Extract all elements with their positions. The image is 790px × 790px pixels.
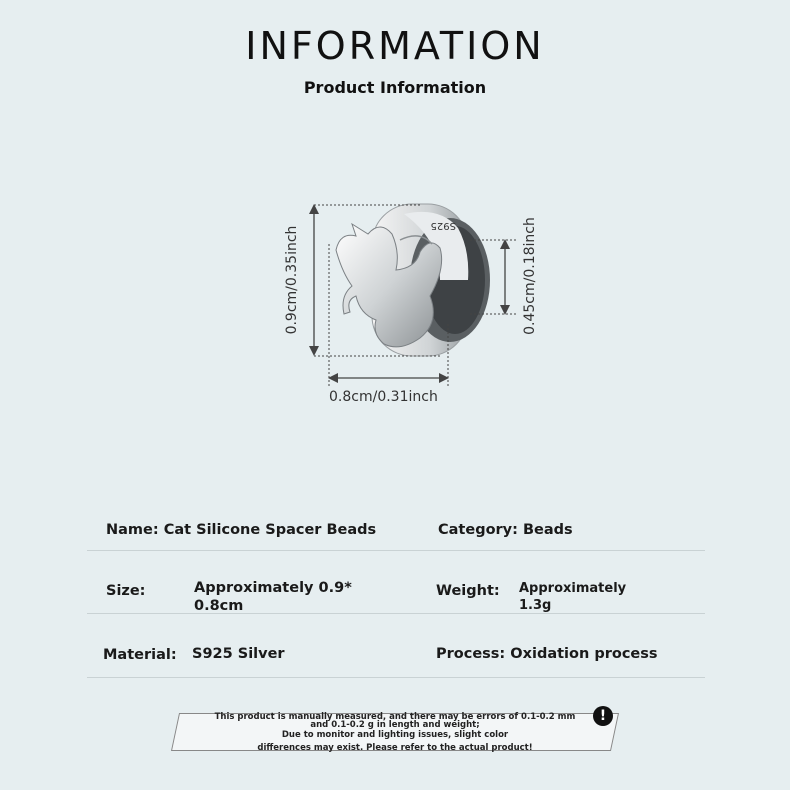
notice-line-4: differences may exist. Please refer to the actual product! <box>257 743 533 753</box>
notice-line-3: Due to monitor and lighting issues, slight color <box>281 730 509 740</box>
spec-row-material <box>87 614 705 678</box>
notice-line-2: and 0.1-0.2 g in length and weight; <box>310 720 480 730</box>
category-label: Category: <box>438 522 518 538</box>
spec-row-size <box>87 551 705 614</box>
height-label: 0.9cm/0.35inch <box>284 225 300 335</box>
page-title: INFORMATION <box>245 24 545 68</box>
material-value: S925 Silver <box>192 646 285 662</box>
width-label: 0.8cm/0.31inch <box>329 389 438 405</box>
name-value: Cat Silicone Spacer Beads <box>163 522 377 538</box>
process-label: Process: <box>436 646 506 662</box>
hole-label: 0.45cm/0.18inch <box>522 217 538 335</box>
process-value: Oxidation process <box>510 646 658 662</box>
weight-value-line1: Approximately <box>519 581 627 596</box>
notice-text <box>195 711 595 754</box>
weight-value-line2: 1.3g <box>519 598 552 613</box>
bead-image <box>336 204 490 356</box>
page-subtitle: Product Information <box>303 78 487 97</box>
spec-row-name <box>87 510 705 551</box>
category-value: Beads <box>523 522 573 538</box>
notice-line-1: This product is manually measured, and there may be errors of 0.1-0.2 mm <box>214 712 576 722</box>
size-label: Size: <box>106 583 146 599</box>
exclamation-icon: ! <box>593 706 613 726</box>
stamp-mark: S925 <box>430 220 456 231</box>
size-value-line1: Approximately 0.9* <box>194 580 352 596</box>
size-value-line2: 0.8cm <box>194 598 244 614</box>
weight-label: Weight: <box>436 583 500 599</box>
name-label: Name: <box>106 522 159 538</box>
material-label: Material: <box>103 647 177 663</box>
